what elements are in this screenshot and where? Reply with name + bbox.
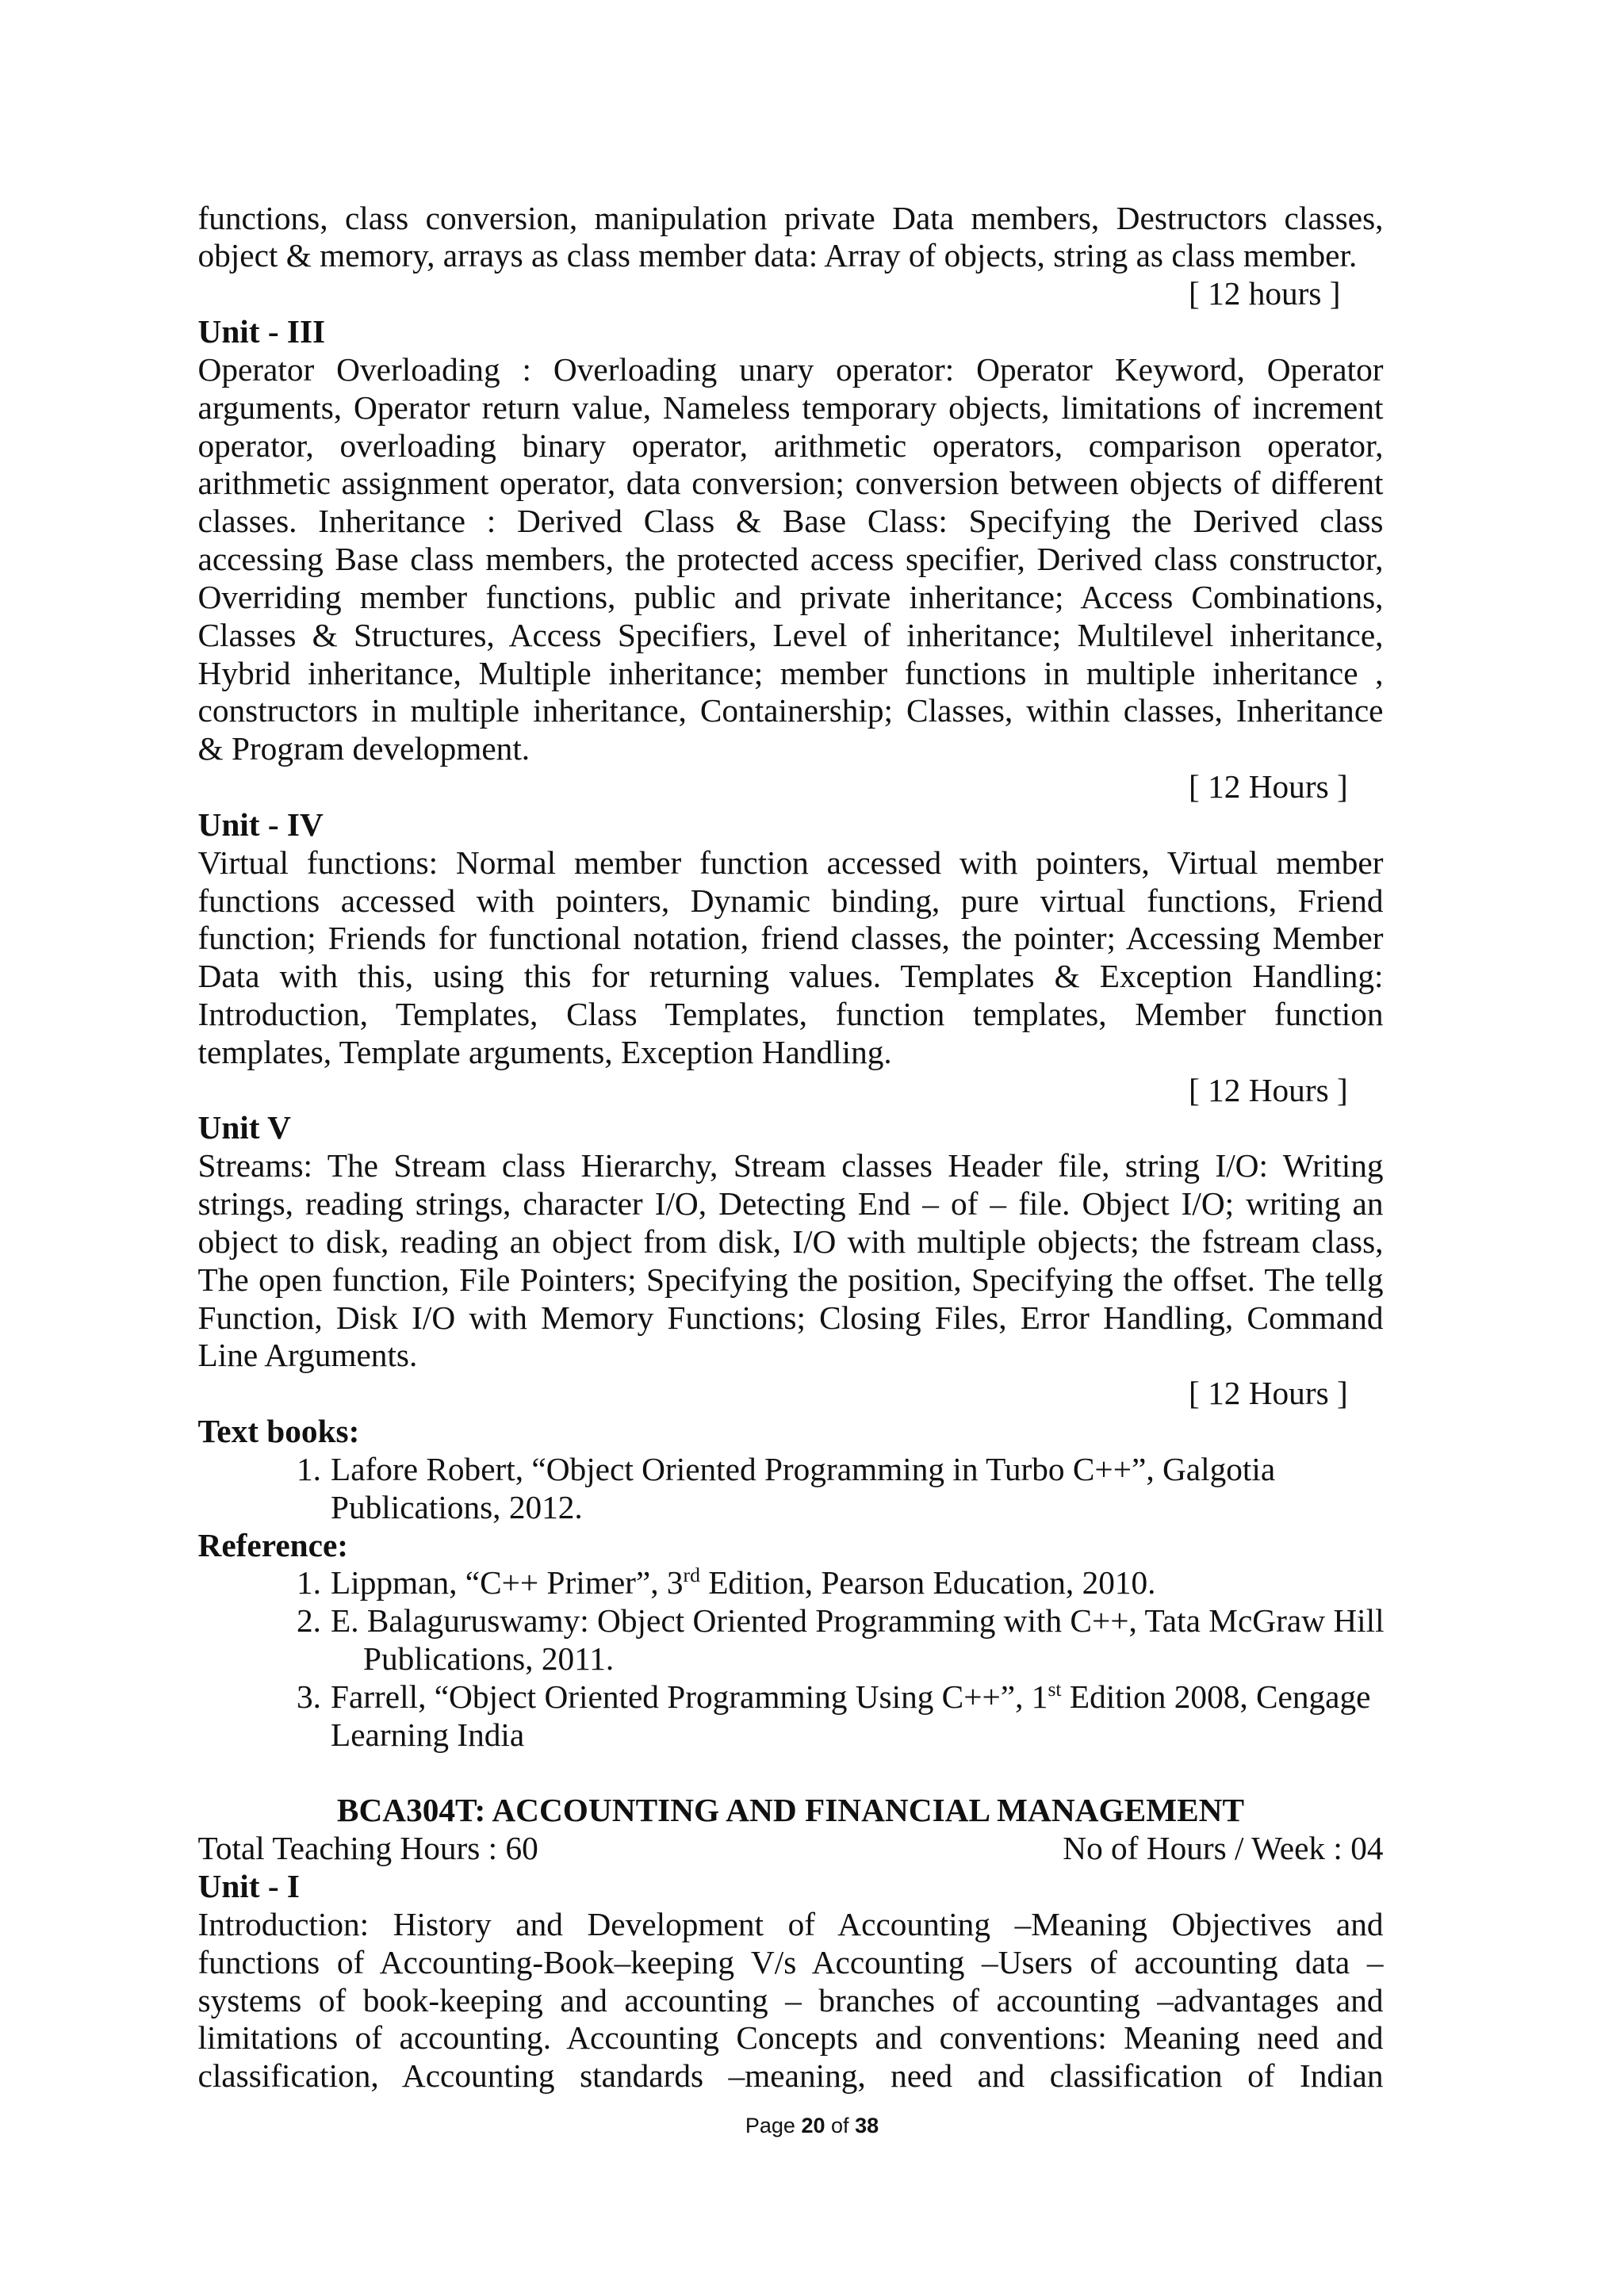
reference-item [198, 1716, 1384, 1755]
page-of-label: of [831, 2114, 849, 2137]
unit-i-content-line: limitations of accounting. Accounting Concepts and conventions: Meaning need and [197, 2019, 1384, 2057]
reference-item [198, 1564, 1384, 1602]
unit-heading: Unit - I [197, 1868, 300, 1905]
unit-content-line: functions accessed with pointers, Dynamic binding, pure virtual functions, Friend [197, 882, 1384, 919]
unit-heading: Unit - IV [197, 806, 324, 843]
unit-content-line: arguments, Operator return value, Nameless temporary objects, limitations of increment [197, 388, 1384, 426]
item-number: 2. [297, 1602, 321, 1640]
unit-heading: Unit - III [197, 313, 326, 350]
item-text [331, 1678, 1371, 1716]
unit-content-line: Virtual functions: Normal member function accessed with pointers, Virtual member [197, 844, 1384, 881]
unit-content-line: object to disk, reading an object from disk, I/O with multiple objects; the fstream class, [197, 1223, 1384, 1260]
unit-i-content-line: systems of book-keeping and accounting – branches of accounting –advantages and [197, 1981, 1384, 2019]
unit-content-line: Line Arguments. [197, 1337, 418, 1374]
teaching-hours: [ 12 Hours ] [1189, 1375, 1348, 1412]
unit-i-content-line: functions of Accounting-Book–keeping V/s Accounting –Users of accounting data – [197, 1943, 1384, 1980]
unit-content-line: function; Friends for functional notation, friend classes, the pointer; Accessing Member [197, 920, 1384, 957]
unit-content-line: Function, Disk I/O with Memory Functions; Closing Files, Error Handling, Command [197, 1299, 1384, 1336]
hours-per-week: No of Hours / Week : 04 [1063, 1830, 1384, 1867]
item-number: 1. [297, 1564, 321, 1601]
unit-content-line: Operator Overloading : Overloading unary operator: Operator Keyword, Operator [197, 350, 1384, 388]
text-segment: Lippman, “C++ Primer”, 3 [331, 1564, 684, 1601]
unit-content-line: strings, reading strings, character I/O, Detecting End – of – file. Object I/O; writing an [197, 1185, 1384, 1223]
current-page-number: 20 [801, 2114, 825, 2137]
unit-content-line: classes. Inheritance : Derived Class & Base Class: Specifying the Derived class [197, 503, 1384, 540]
unit-i-content-line: Introduction: History and Development of Accounting –Meaning Objectives and [197, 1905, 1384, 1942]
item-number: 3. [297, 1678, 321, 1715]
unit-content-line: Data with this, using this for returning values. Templates & Exception Handling: [197, 958, 1384, 995]
text-segment: Farrell, “Object Oriented Programming Using C++”, 1 [331, 1678, 1048, 1715]
superscript-text: st [1048, 1678, 1062, 1701]
unit-content-line: The open function, File Pointers; Specifying the position, Specifying the offset. The tellg [197, 1261, 1384, 1298]
unit-content-line: Classes & Structures, Access Specifiers, Level of inheritance; Multilevel inheritance, [197, 616, 1384, 653]
text-books-heading: Text books: [197, 1413, 360, 1450]
course-hours-row [198, 1830, 1384, 1868]
unit-content-line: accessing Base class members, the protected access specifier, Derived class constructor, [197, 541, 1384, 578]
unit-content-line: Overriding member functions, public and private inheritance; Access Combinations, [197, 578, 1384, 615]
unit-content-line: constructors in multiple inheritance, Containership; Classes, within classes, Inheritance [197, 692, 1384, 729]
total-pages-number: 38 [855, 2114, 879, 2137]
unit-content-line: Hybrid inheritance, Multiple inheritance; member functions in multiple inheritance , [197, 654, 1384, 691]
item-text: Publications, 2011. [363, 1640, 615, 1678]
text-segment: Edition 2008, Cengage [1061, 1678, 1371, 1715]
total-teaching-hours: Total Teaching Hours : 60 [197, 1830, 538, 1867]
item-number: 1. [297, 1450, 321, 1487]
blank-line [198, 1755, 1384, 1793]
unit-content-line: templates, Template arguments, Exception Handling. [197, 1033, 892, 1070]
page-label: Page [745, 2114, 795, 2137]
unit-content-line: Introduction, Templates, Class Templates, function templates, Member function [197, 995, 1384, 1032]
superscript-text: rd [683, 1563, 700, 1587]
item-text: Lafore Robert, “Object Oriented Programming in Turbo C++”, Galgotia [331, 1450, 1276, 1487]
teaching-hours: [ 12 hours ] [1189, 275, 1341, 312]
unit-content-line: Streams: The Stream class Hierarchy, Stream classes Header file, string I/O: Writing [197, 1147, 1384, 1184]
item-text: E. Balaguruswamy: Object Oriented Programming with C++, Tata McGraw Hill [331, 1602, 1385, 1640]
unit-content-line: operator, overloading binary operator, arithmetic operators, comparison operator, [197, 427, 1384, 464]
item-text [331, 1564, 1156, 1602]
item-text: Publications, 2012. [331, 1488, 583, 1525]
teaching-hours: [ 12 Hours ] [1189, 768, 1348, 806]
course-title: BCA304T: ACCOUNTING AND FINANCIAL MANAGEMENT [336, 1792, 1245, 1829]
reference-item [198, 1640, 1384, 1678]
unit-i-content-line: classification, Accounting standards –meaning, need and classification of Indian [197, 2057, 1384, 2095]
text-book-item [198, 1489, 1384, 1527]
unit-ii-continuation-line: functions, class conversion, manipulation private Data members, Destructors classes, [197, 199, 1384, 236]
reference-item [198, 1602, 1384, 1640]
reference-item [198, 1678, 1384, 1716]
text-segment: Edition, Pearson Education, 2010. [699, 1564, 1156, 1601]
unit-content-line: & Program development. [197, 730, 530, 767]
reference-heading: Reference: [197, 1526, 349, 1563]
item-text: Learning India [331, 1716, 525, 1753]
unit-content-line: arithmetic assignment operator, data conversion; conversion between objects of different [197, 465, 1384, 502]
text-book-item [198, 1451, 1384, 1489]
page-footer [0, 2109, 1624, 2142]
syllabus-body [198, 200, 1384, 2095]
unit-heading: Unit V [197, 1109, 291, 1146]
teaching-hours: [ 12 Hours ] [1189, 1071, 1348, 1108]
unit-ii-continuation-line: object & memory, arrays as class member data: Array of objects, string as class member. [197, 237, 1358, 274]
